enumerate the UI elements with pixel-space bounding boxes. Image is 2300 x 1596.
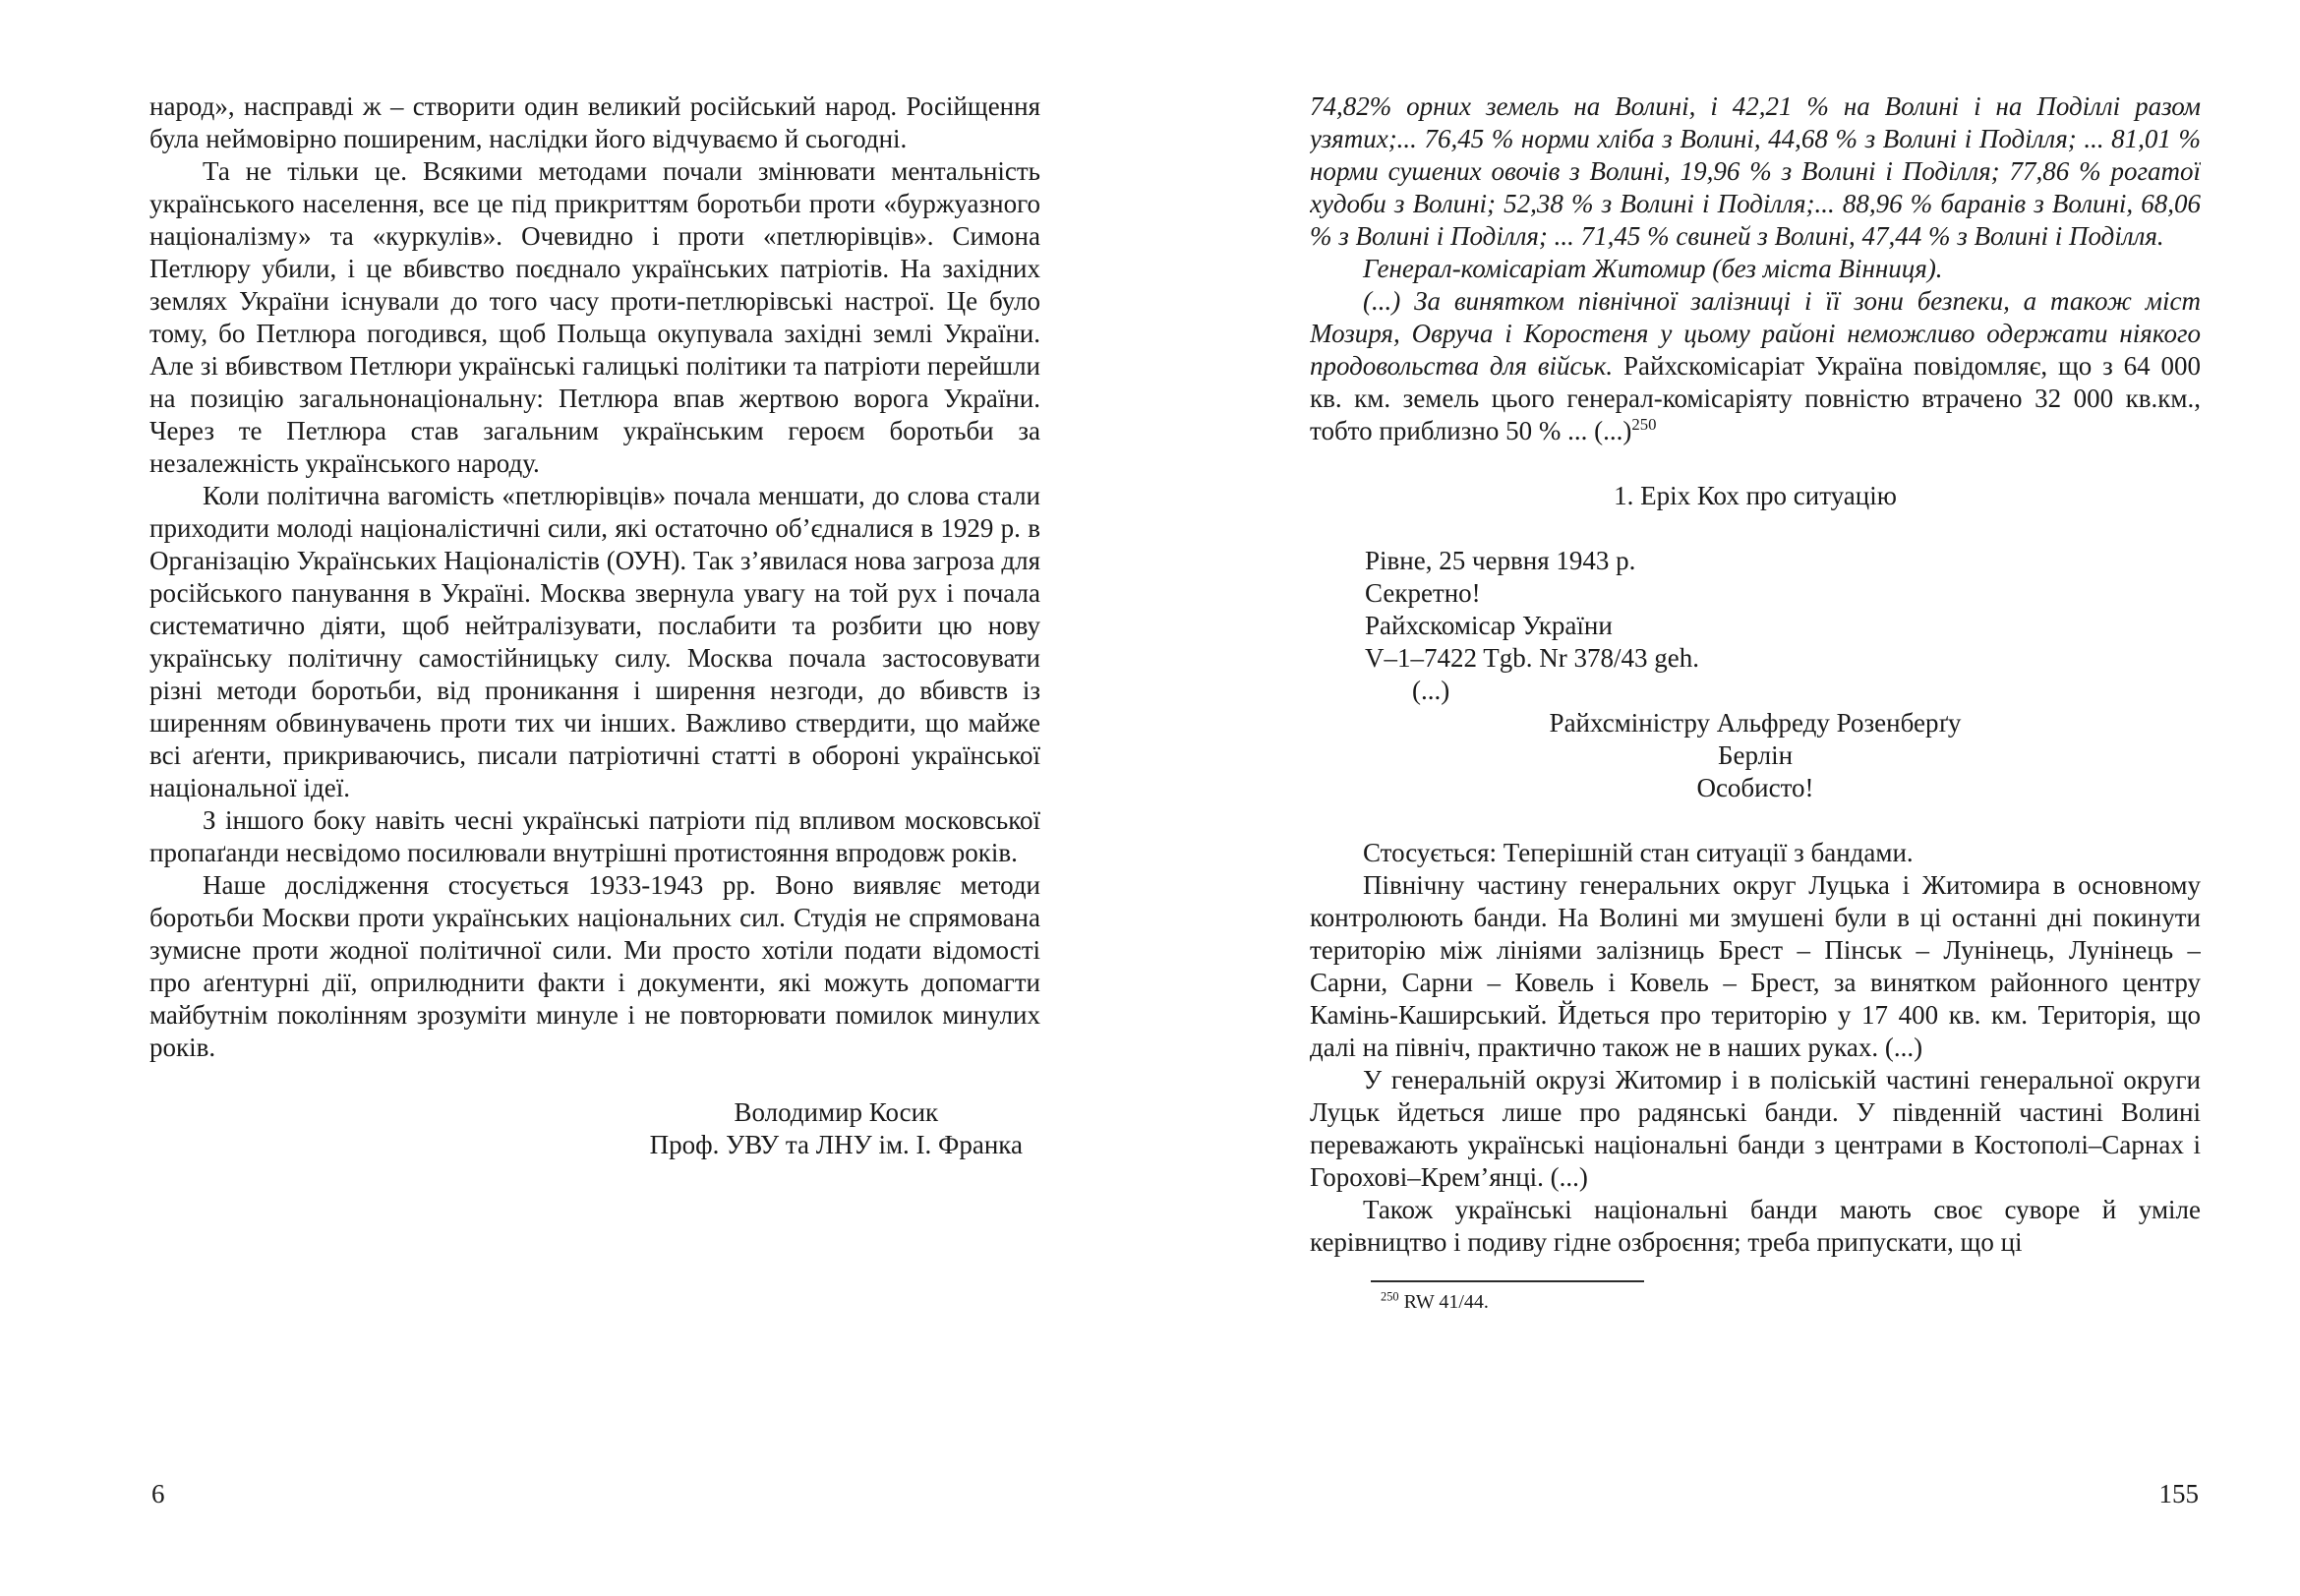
paragraph: Та не тільки це. Всякими методами почали змінювати ментальність українського населення, все це під прикриттям боротьби проти «буржуазного націоналізму» та «куркулів». Очевидно і проти «петлюрівців». Симона Петлюру убили, і це вбивство поєднало українських патріотів. На західних землях України існували до того часу проти-петлюрівські настрої. Це було тому, бо Петлюра погодився, щоб Польща окупувала західні землі України. Але зі вбивством Петлюри українські галицькі політики та патріоти перейшли на позицію загальнонаціональну: Петлюра впав жертвою ворога України. Через те Петлюра став загальним українським героєм боротьби за незалежність українського народу. bbox=[149, 156, 1040, 478]
paragraph: Наше дослідження стосується 1933-1943 рр. Воно виявляє методи боротьби Москви проти українських національних сил. Студія не спрямована зумисне проти жодної політичної сили. Ми просто хотіли подати відомості про аґентурні дії, оприлюднити факти і документи, які можуть допомагти майбутнім поколінням зрозуміти минуле і не повторювати помилок минулих років. bbox=[149, 870, 1040, 1062]
letterhead bbox=[1310, 545, 2201, 707]
addressee-line: Райхсміністру Альфреду Розенберґу bbox=[1549, 708, 1962, 738]
paragraph: Північну частину генеральних округ Луцька і Житомира в основному контролюють банди. На Волині ми змушені були в ці останні дні покинути територію між лініями залізниць Брест – Пінськ – Лунінець, Лунінець – Сарни, Сарни – Ковель і Ковель – Брест, за винятком районного центру Камінь-Каширський. Йдеться про територію у 17 400 кв. км. Територія, що далі на північ, практично також не в наших руках. (...) bbox=[1310, 870, 2201, 1062]
paragraph: 74,82% орних земель на Волині, і 42,21 % на Волині і на Поділлі разом узятих;... 76,45 % норми хліба з Волині, 44,68 % з Волині і Поділля; ... 81,01 % норми сушених овочів з Волині, 19,96 % з Волині і Поділля; 77,86 % рогатої худоби з Волині; 52,38 % з Волині і Поділля;... 88,96 % баранів з Волині, 68,06 % з Волині і Поділля; ... 71,45 % свиней з Волині, 47,44 % з Волині і Поділля. bbox=[1310, 91, 2201, 251]
paragraph: У генеральній окрузі Житомир і в поліській частині генеральної округи Луцьк йдеться лише про радянські банди. У південній частині Волині переважають українські національні банди з центрами в Костополі–Сарнах і Горохові–Крем’янці. (...) bbox=[1310, 1065, 2201, 1192]
footnote-source: RW 41/44. bbox=[1398, 1291, 1489, 1313]
paragraph: народ», насправді ж – створити один великий російський народ. Російщення була неймовірно поширеним, наслідки його відчуваємо й сьогодні. bbox=[149, 91, 1040, 153]
addressee-line: Особисто! bbox=[1696, 773, 1814, 802]
letterhead-line: Райхскомісар України bbox=[1365, 611, 1613, 640]
author-name: Володимир Косик bbox=[734, 1097, 939, 1127]
letterhead-line: (...) bbox=[1412, 676, 1450, 705]
paragraph bbox=[1310, 285, 2201, 447]
addressee-block bbox=[1310, 707, 2201, 804]
paragraph: Коли політична вагомість «петлюрівців» почала меншати, до слова стали приходити молоді націоналістичні сили, які остаточно об’єдналися в 1929 р. в Організацію Українських Націоналістів (ОУН). Так з’явилася нова загроза для російського панування в Україні. Москва звернула увагу на той рух і почала систематично діяти, щоб нейтралізувати, послабити та розбити цю нову українську політичну самостійницьку силу. Москва почала застосовувати різні методи боротьби, від проникання і ширення незгоди, до вбивств із ширенням обвинувачень проти тих чи інших. Важливо ствердити, що майже всі аґенти, прикриваючись, писали патріотичні статті в обороні української національної ідеї. bbox=[149, 481, 1040, 802]
section-heading: 1. Еріх Кох про ситуацію bbox=[1614, 481, 1897, 510]
letterhead-line: V–1–7422 Tgb. Nr 378/43 geh. bbox=[1365, 643, 1699, 673]
spacer bbox=[1310, 804, 2201, 837]
regular-fragment: Райхскомісаріат Україна повідомляє, що з 64 000 кв. км. земель цього генерал-комісаріяту повністю втрачено 32 000 кв.км., тобто приблизно 50 % ... (...) bbox=[1310, 351, 2201, 445]
letterhead-line: Рівне, 25 червня 1943 р. bbox=[1365, 546, 1636, 575]
author-title: Проф. УВУ та ЛНУ ім. І. Франка bbox=[649, 1130, 1023, 1159]
footnote-ref: 250 bbox=[1381, 1289, 1399, 1304]
addressee-line: Берлін bbox=[1717, 740, 1794, 770]
left-page-content bbox=[149, 0, 1040, 1161]
page-number: 155 bbox=[2158, 1479, 2199, 1508]
paragraph: Стосується: Теперішній стан ситуації з бандами. bbox=[1363, 838, 1914, 867]
footnote-ref: 250 bbox=[1631, 415, 1657, 434]
letterhead-line: Секретно! bbox=[1365, 578, 1481, 608]
page-number: 6 bbox=[151, 1479, 165, 1508]
footnote-divider bbox=[1371, 1280, 1644, 1282]
paragraph: З іншого боку навіть чесні українські патріоти під впливом московської пропаґанди несвідомо посилювали внутрішні протистояння впродовж років. bbox=[149, 805, 1040, 867]
left-page bbox=[149, 0, 1040, 1596]
right-page-content bbox=[1310, 0, 2201, 1315]
paragraph: Генерал-комісаріат Житомир (без міста Вінниця). bbox=[1363, 254, 1943, 283]
paragraph: Також українські національні банди мають своє суворе й уміле керівництво і подиву гідне озброєння; треба припускати, що ці bbox=[1310, 1195, 2201, 1257]
italic-fragment: (...) За винятком північної залізниці і її зони безпеки, а також міст Мозиря, Овруча і Коростеня у цьому районі неможливо одержати ніякого продовольства для військ. bbox=[1310, 286, 2201, 381]
author-signature bbox=[650, 1096, 1023, 1161]
footnote-text bbox=[1310, 1290, 2201, 1315]
right-page bbox=[1310, 0, 2201, 1596]
footnote bbox=[1310, 1280, 2201, 1315]
